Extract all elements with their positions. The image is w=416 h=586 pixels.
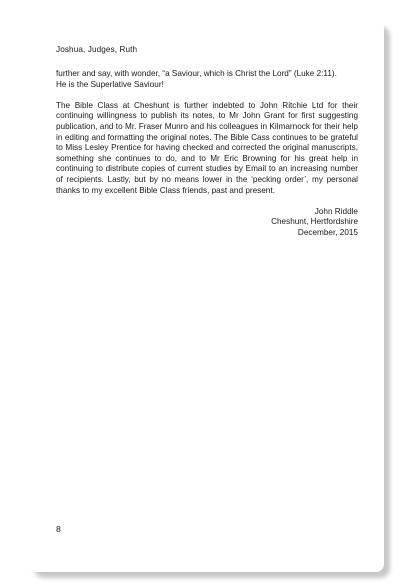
page — [28, 20, 384, 572]
page-number: 8 — [56, 524, 61, 534]
page-body — [56, 69, 358, 239]
paragraph-2: The Bible Class at Cheshunt is further indebted to John Ritchie Ltd for their continuing willingness to publish its notes, to Mr John Grant for first suggesting publication, and to Mr. Fraser Munro and his colleagues in Kilmarnock for their help in editing and formatting the original notes. The Bible Cass continues to be grateful to Miss Lesley Prentice for having checked and corrected the original manuscripts, something she continues to do, and to Mr Eric Browning for his great help in continuing to distribute copies of current studies by Email to an increasing number of recipients. Lastly, but by no means lower in the ‘pecking order’, my personal thanks to my excellent Bible Class friends, past and present. — [56, 100, 358, 195]
signature-place: Cheshunt, Hertfordshire — [271, 217, 358, 227]
signature-block — [56, 207, 358, 239]
paragraph-1: further and say, with wonder, “a Saviour, which is Christ the Lord” (Luke 2:11). He is the Superlative Saviour! — [56, 69, 337, 89]
signature-date: December, 2015 — [297, 227, 358, 237]
signature-name: John Riddle — [314, 206, 358, 216]
running-head: Joshua, Judges, Ruth — [56, 45, 138, 54]
